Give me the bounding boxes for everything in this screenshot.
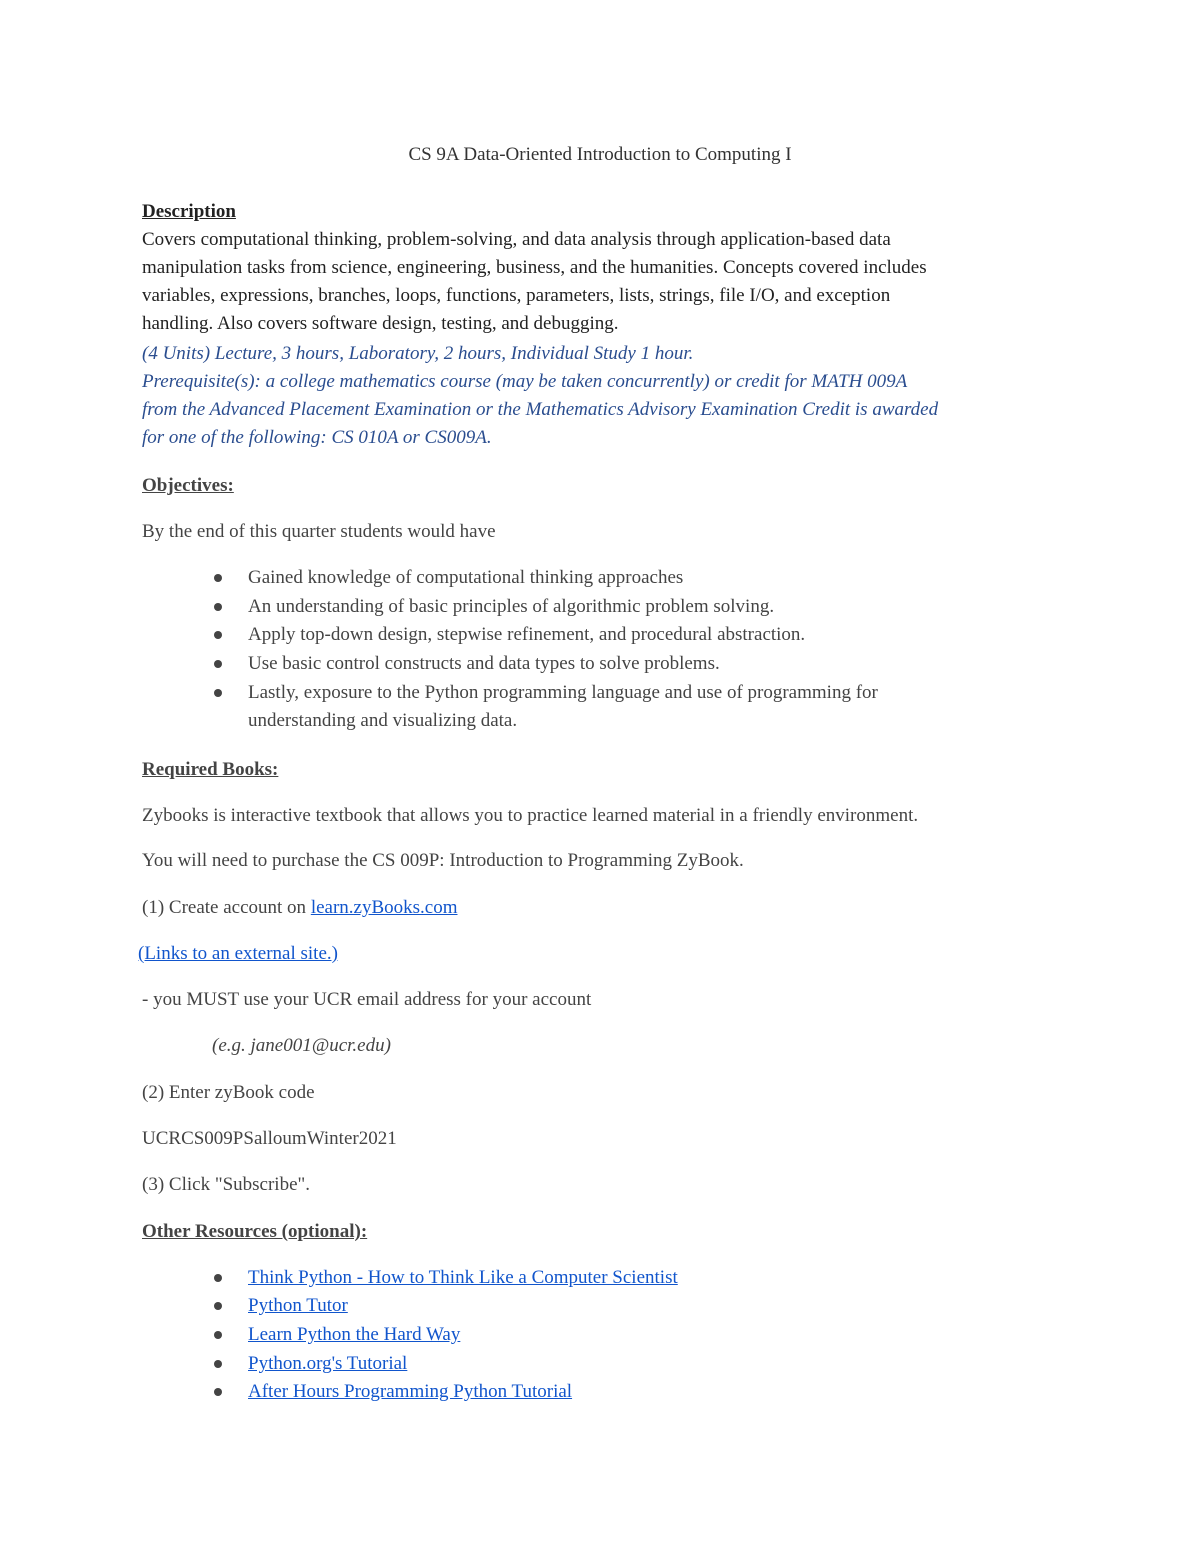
- description-line: manipulation tasks from science, engineering, business, and the humanities. Concepts covered includes: [142, 257, 927, 278]
- prerequisite-line: Prerequisite(s): a college mathematics course (may be taken concurrently) or credit for MATH 009A: [142, 371, 908, 392]
- prerequisite-line: from the Advanced Placement Examination or the Mathematics Advisory Examination Credit is awarded: [142, 399, 939, 420]
- description-heading: Description: [142, 201, 236, 222]
- books-paragraph: You will need to purchase the CS 009P: Introduction to Programming ZyBook.: [142, 850, 744, 871]
- books-heading: Required Books:: [142, 759, 279, 780]
- list-item: Gained knowledge of computational thinking approaches: [248, 567, 684, 588]
- bullet-icon: [214, 1331, 222, 1339]
- resource-link[interactable]: Python.org's Tutorial: [248, 1353, 408, 1374]
- ucr-email-note: - you MUST use your UCR email address for your account: [142, 989, 592, 1010]
- bullet-icon: [214, 574, 222, 582]
- description-line: handling. Also covers software design, testing, and debugging.: [142, 313, 619, 334]
- resource-link[interactable]: After Hours Programming Python Tutorial: [248, 1381, 573, 1402]
- bullet-icon: [214, 631, 222, 639]
- description-line: Covers computational thinking, problem-solving, and data analysis through application-based data: [142, 229, 891, 250]
- bullet-icon: [214, 1388, 222, 1396]
- books-paragraph: Zybooks is interactive textbook that allows you to practice learned material in a friendly environment.: [142, 805, 919, 826]
- step-3: (3) Click "Subscribe".: [142, 1174, 311, 1195]
- step-1: [142, 894, 458, 922]
- list-item: Lastly, exposure to the Python programming language and use of programming for: [248, 682, 878, 703]
- description-line: variables, expressions, branches, loops, functions, parameters, lists, strings, file I/O, and exception: [142, 285, 891, 306]
- bullet-icon: [214, 1302, 222, 1310]
- bullet-icon: [214, 689, 222, 697]
- list-item: Apply top-down design, stepwise refinement, and procedural abstraction.: [248, 624, 806, 645]
- resource-link[interactable]: Learn Python the Hard Way: [248, 1324, 461, 1345]
- page-title: CS 9A Data-Oriented Introduction to Computing I: [408, 144, 792, 165]
- resource-link[interactable]: Python Tutor: [248, 1295, 348, 1316]
- resources-heading: Other Resources (optional):: [142, 1221, 368, 1242]
- list-item: Use basic control constructs and data types to solve problems.: [248, 653, 720, 674]
- bullet-icon: [214, 1360, 222, 1368]
- units-line: (4 Units) Lecture, 3 hours, Laboratory, 2 hours, Individual Study 1 hour.: [142, 343, 694, 364]
- resource-link[interactable]: Think Python - How to Think Like a Computer Scientist: [248, 1267, 678, 1288]
- step-2: (2) Enter zyBook code: [142, 1082, 315, 1103]
- bullet-icon: [214, 660, 222, 668]
- external-site-link[interactable]: (Links to an external site.): [138, 943, 338, 964]
- bullet-icon: [214, 1274, 222, 1282]
- objectives-intro: By the end of this quarter students would have: [142, 521, 496, 542]
- email-example: (e.g. jane001@ucr.edu): [212, 1035, 391, 1056]
- step-1-label: (1) Create account on: [142, 897, 311, 918]
- objectives-heading: Objectives:: [142, 475, 234, 496]
- list-item: An understanding of basic principles of algorithmic problem solving.: [248, 596, 775, 617]
- zybook-code: UCRCS009PSalloumWinter2021: [142, 1128, 397, 1149]
- zybooks-link[interactable]: learn.zyBooks.com: [310, 897, 458, 918]
- list-item-continuation: understanding and visualizing data.: [248, 710, 518, 731]
- prerequisite-line: for one of the following: CS 010A or CS009A.: [142, 427, 492, 448]
- bullet-icon: [214, 603, 222, 611]
